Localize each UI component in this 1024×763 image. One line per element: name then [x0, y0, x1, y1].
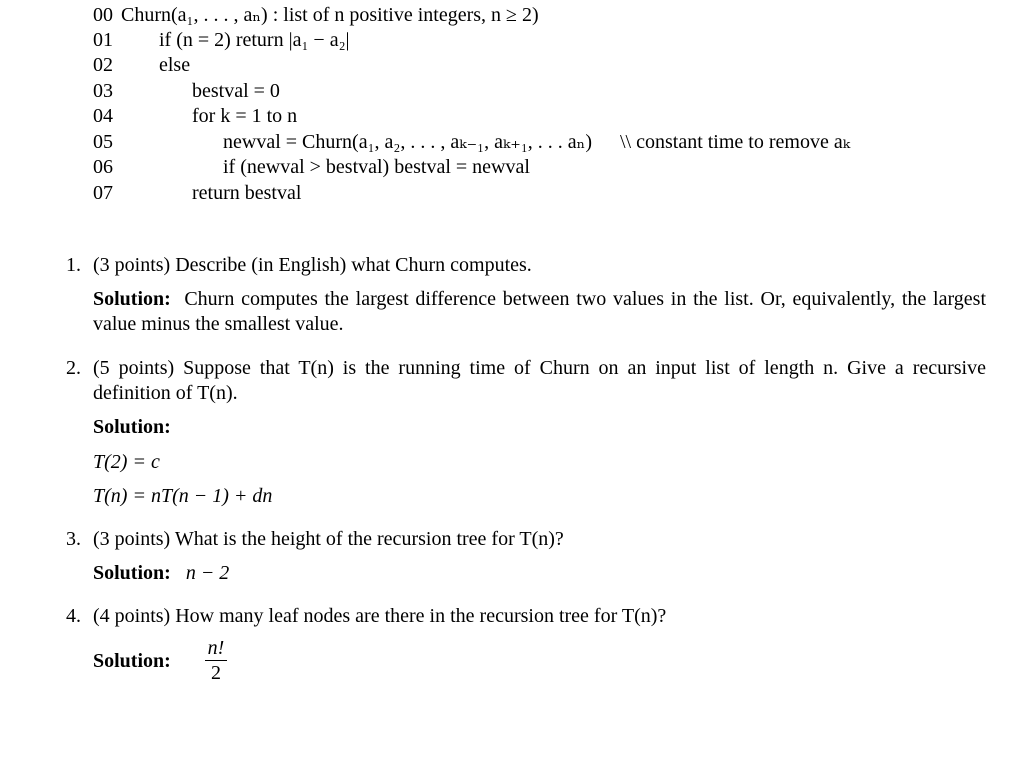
solution-1 — [93, 287, 986, 337]
code-line-03 — [93, 79, 280, 104]
line-number: 01 — [93, 29, 113, 51]
code-line-06 — [93, 155, 530, 180]
line-number: 00 — [93, 4, 113, 26]
line-number: 02 — [93, 54, 113, 76]
solution-4-fraction — [205, 637, 227, 684]
fraction-denominator: 2 — [211, 662, 221, 684]
question-number: 4. — [66, 605, 81, 627]
line-number: 05 — [93, 131, 113, 153]
question-number: 1. — [66, 254, 81, 276]
code-text: for k = 1 to n — [192, 105, 298, 127]
code-text: if (newval > bestval) bestval = newval — [223, 156, 530, 178]
code-line-07 — [93, 181, 301, 206]
solution-label: Solution: — [93, 288, 171, 310]
solution-equation: T(n) = nT(n − 1) + dn — [93, 485, 273, 507]
line-number: 03 — [93, 80, 113, 102]
solution-text: n − 2 — [185, 562, 230, 584]
question-1 — [66, 253, 986, 278]
line-number: 04 — [93, 105, 113, 127]
solution-3 — [93, 561, 986, 586]
question-2 — [66, 356, 986, 406]
solution-label: Solution: — [93, 562, 171, 584]
line-number: 06 — [93, 156, 113, 178]
question-text: (5 points) Suppose that T(n) is the running time of Churn on an input list of length n. Give a recursive definition of T(n). — [93, 357, 986, 404]
question-3 — [66, 527, 986, 552]
code-text: else — [159, 54, 191, 76]
question-4 — [66, 604, 986, 629]
code-text: if (n = 2) return |a₁ − a₂| — [159, 29, 350, 51]
solution-text: Churn computes the largest difference between two values in the list. Or, equivalently, the largest value minus the smallest value. — [93, 288, 986, 335]
question-text: (3 points) What is the height of the recursion tree for T(n)? — [93, 528, 564, 550]
code-text: Churn(a₁, . . . , aₙ) : list of n positive integers, n ≥ 2) — [121, 4, 539, 26]
solution-2-line-2 — [93, 484, 986, 509]
solution-2-label — [93, 415, 986, 440]
question-text: (3 points) Describe (in English) what Churn computes. — [93, 254, 532, 276]
question-text: (4 points) How many leaf nodes are there in the recursion tree for T(n)? — [93, 605, 667, 627]
code-line-02 — [93, 53, 190, 78]
question-number: 3. — [66, 528, 81, 550]
question-number: 2. — [66, 357, 81, 379]
code-line-05 — [93, 130, 850, 155]
solution-label: Solution: — [93, 416, 171, 438]
fraction-numerator: n! — [205, 637, 227, 661]
line-number: 07 — [93, 182, 113, 204]
solution-2-line-1 — [93, 450, 986, 475]
code-comment: \\ constant time to remove aₖ — [619, 131, 850, 153]
code-line-00 — [93, 3, 539, 28]
code-text: newval = Churn(a₁, a₂, . . . , aₖ₋₁, aₖ₊₁, . . . aₙ) — [223, 131, 592, 153]
solution-label: Solution: — [93, 650, 171, 672]
solution-equation: T(2) = c — [93, 451, 160, 473]
code-line-04 — [93, 104, 297, 129]
code-text: bestval = 0 — [192, 80, 280, 102]
code-line-01 — [93, 28, 350, 53]
code-text: return bestval — [192, 182, 302, 204]
